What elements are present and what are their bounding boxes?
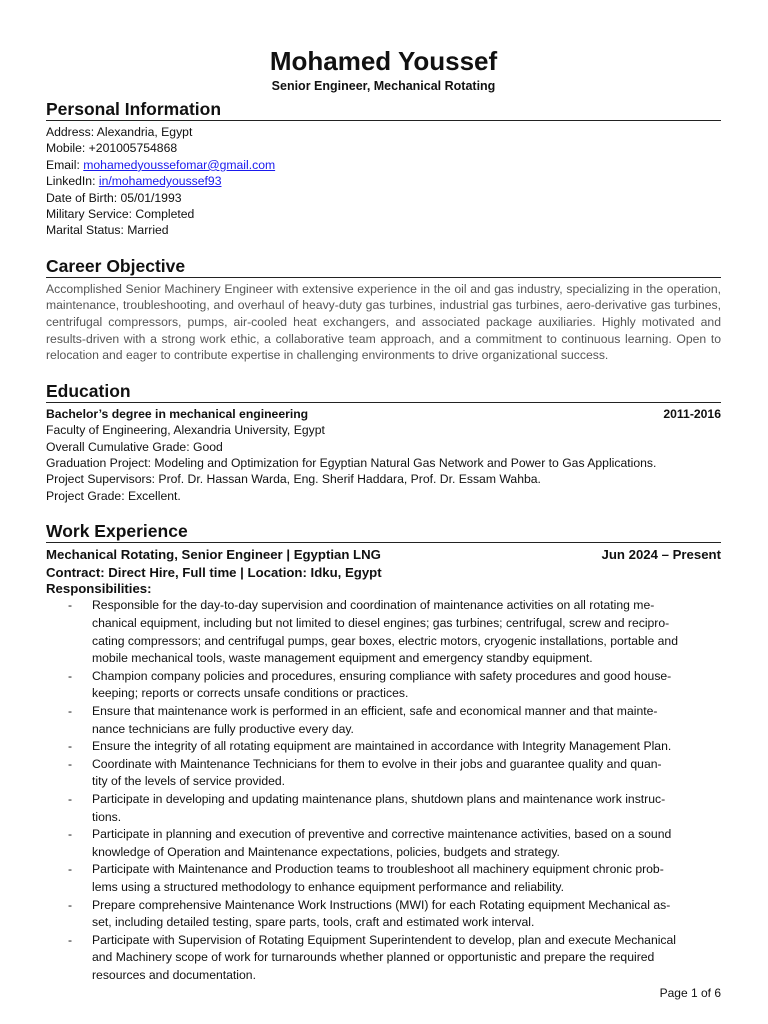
linkedin-label: LinkedIn: [46,174,99,189]
responsibility-line: nance technicians are fully productive every day. [92,721,354,736]
responsibility-item [46,756,721,791]
linkedin-link[interactable]: in/mohamedyoussef93 [98,174,222,189]
responsibility-item [46,791,721,826]
address-line: Address: Alexandria, Egypt [46,125,193,139]
degree-title: Bachelor’s degree in mechanical engineering [46,406,309,421]
responsibility-line: Ensure the integrity of all rotating equipment are maintained in accordance with Integrity Management Plan. [92,739,672,754]
faculty-line: Faculty of Engineering, Alexandria University, Egypt [46,423,325,438]
email-label: Email: [46,157,84,172]
resume-page [46,44,721,985]
responsibility-item [46,826,721,861]
work-experience-heading: Work Experience [46,520,721,543]
responsibility-item [46,861,721,896]
degree-row [46,406,721,422]
career-objective-heading: Career Objective [46,255,721,278]
military-line: Military Service: Completed [46,207,195,222]
graduation-project-line: Graduation Project: Modeling and Optimization for Egyptian Natural Gas Network and Power to Gas Applications. [46,456,657,471]
responsibility-item [46,597,721,667]
responsibility-line: and Machinery scope of work for turnarounds whether planned or opportunistic and prepare the required [92,950,655,965]
mobile-line: Mobile: +201005754868 [46,141,178,156]
marital-line: Marital Status: Married [46,223,169,238]
responsibility-line: Participate in developing and updating maintenance plans, shutdown plans and maintenance work instruc- [92,791,666,806]
responsibility-line: set, including detailed testing, spare parts, tools, craft and estimated work interval. [92,915,535,930]
bullet-dash: - [68,791,73,806]
bullet-dash: - [68,704,73,718]
supervisors-line: Project Supervisors: Prof. Dr. Hassan Warda, Eng. Sherif Haddara, Prof. Dr. Essam Wahba. [46,472,541,487]
responsibility-line: cating compressors; and centrifugal pumps, gear boxes, electric motors, cryogenic installations, portable and [92,633,678,648]
responsibility-item [46,668,721,703]
bullet-dash: - [68,827,73,842]
responsibility-line: resources and documentation. [92,967,256,982]
responsibility-line: Participate with Supervision of Rotating Equipment Superintendent to develop, plan and execute Mechanical [92,932,677,947]
personal-info-heading: Personal Information [46,98,721,121]
responsibility-item [46,932,721,985]
bullet-dash: - [68,598,73,613]
email-line [46,157,721,173]
bullet-dash: - [68,932,73,947]
responsibility-line: tity of the levels of service provided. [92,774,286,789]
responsibility-line: Champion company policies and procedures, ensuring compliance with safety procedures and good house- [92,668,672,683]
responsibility-line: chanical equipment, including but not limited to diesel engines; gas turbines; centrifugal, screw and recipro- [92,616,670,631]
responsibility-item [46,703,721,738]
responsibilities-list [46,597,721,984]
grade-line: Overall Cumulative Grade: Good [46,439,223,454]
bullet-dash: - [68,862,73,877]
responsibility-line: Ensure that maintenance work is performed in an efficient, safe and economical manner and that mainte- [92,704,658,718]
bullet-dash: - [68,897,73,912]
bullet-dash: - [68,756,73,771]
dob-line: Date of Birth: 05/01/1993 [46,190,182,205]
career-objective-text: Accomplished Senior Machinery Engineer with extensive experience in the oil and gas industry, specializing in the operation, maintenance, troubleshooting, and overhaul of heavy-duty gas turbines, industrial gas turbines, aero-derivative gas turbines, centrifugal compressors, pumps, air-cooled heat exchangers, and associated package auxiliaries. Highly motivated and results-driven with a strong work ethic, a collaborative team approach, and a commitment to continuous learning. Open to relocation and eager to contribute expertise in challenging environments to drive organizational success. [46,281,721,363]
education-heading: Education [46,380,721,403]
degree-years: 2011-2016 [663,406,721,421]
linkedin-line [46,173,721,189]
candidate-title: Senior Engineer, Mechanical Rotating [271,79,496,93]
job-role: Mechanical Rotating, Senior Engineer | Egyptian LNG [46,547,381,563]
responsibility-line: Responsible for the day-to-day supervision and coordination of maintenance activities on all rotating me- [92,598,655,613]
responsibilities-heading: Responsibilities: [46,581,152,597]
page-number: Page 1 of 6 [659,986,721,1000]
candidate-name: Mohamed Youssef [269,46,498,76]
bullet-dash: - [68,739,73,754]
job-period: Jun 2024 – Present [601,547,721,563]
responsibility-line: mobile mechanical tools, waste management equipment and emergency standby equipment. [92,651,593,666]
responsibility-line: Participate in planning and execution of preventive and corrective maintenance activities, based on a sound [92,827,672,842]
bullet-dash: - [68,668,73,683]
responsibility-line: Prepare comprehensive Maintenance Work Instructions (MWI) for each Rotating equipment Mechanical as- [92,897,671,912]
responsibility-line: keeping; reports or corrects unsafe conditions or practices. [92,686,409,701]
responsibility-item [46,897,721,932]
responsibility-line: lems using a structured methodology to enhance equipment performance and reliability. [92,879,564,894]
responsibility-line: Participate with Maintenance and Production teams to troubleshoot all machinery equipment chronic prob- [92,862,664,877]
responsibility-line: tions. [92,809,122,824]
email-link[interactable]: mohamedyoussefomar@gmail.com [83,157,276,172]
responsibility-line: knowledge of Operation and Maintenance expectations, policies, budgets and strategy. [92,844,560,859]
job-contract: Contract: Direct Hire, Full time | Location: Idku, Egypt [46,564,382,580]
project-grade-line: Project Grade: Excellent. [46,488,181,503]
responsibility-item [46,738,721,756]
responsibility-line: Coordinate with Maintenance Technicians for them to evolve in their jobs and guarantee quality and quan- [92,756,662,771]
job-row [46,546,721,564]
